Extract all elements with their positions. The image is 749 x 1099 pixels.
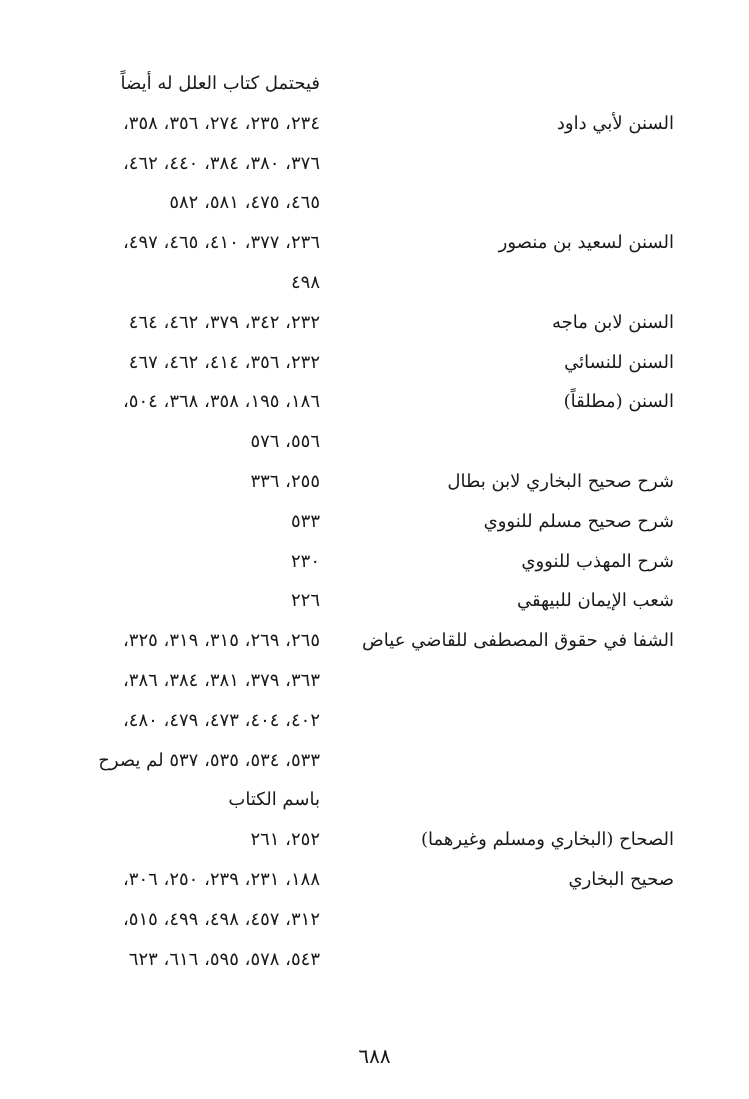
entry-page-refs: باسم الكتاب	[228, 789, 320, 811]
entry-title: السنن (مطلقاً)	[563, 391, 674, 413]
entry-title: السنن لأبي داود	[556, 112, 674, 134]
entry-page-refs: فيحتمل كتاب العلل له أيضاً	[120, 73, 320, 94]
entry-title: السنن لسعيد بن منصور	[498, 232, 674, 254]
entry-title: الصحاح (البخاري ومسلم وغيرهما)	[420, 829, 674, 851]
entry-page-refs: ٥٣٣، ٥٣٤، ٥٣٥، ٥٣٧ لم يصرح	[98, 749, 320, 771]
entry-page-refs: ١٨٦، ١٩٥، ٣٥٨، ٣٦٨، ٥٠٤،	[122, 391, 320, 413]
entry-page-refs: ٢٣٢، ٣٤٢، ٣٧٩، ٤٦٢، ٤٦٤	[128, 311, 320, 333]
entry-page-refs: ٤٦٥، ٤٧٥، ٥٨١، ٥٨٢	[169, 192, 320, 214]
entry-page-refs: ٢٣٦، ٣٧٧، ٤١٠، ٤٦٥، ٤٩٧،	[122, 232, 320, 254]
entry-title: شرح صحيح مسلم للنووي	[483, 510, 674, 532]
entry-page-refs: ٢٦٥، ٢٦٩، ٣١٥، ٣١٩، ٣٢٥،	[122, 630, 320, 652]
entry-page-refs: ٢٣٢، ٣٥٦، ٤١٤، ٤٦٢، ٤٦٧	[128, 351, 320, 373]
entry-title: السنن للنسائي	[564, 351, 674, 373]
entry-page-refs: ٥٥٦، ٥٧٦	[250, 431, 320, 453]
entry-page-refs: ٢٥٥، ٣٣٦	[250, 471, 320, 492]
entry-page-refs: ٣٦٣، ٣٧٩، ٣٨١، ٣٨٤، ٣٨٦،	[122, 670, 320, 691]
entry-page-refs: ٢٢٦	[290, 590, 320, 612]
entry-title: شرح صحيح البخاري لابن بطال	[447, 471, 674, 492]
entry-page-refs: ٥٤٣، ٥٧٨، ٥٩٥، ٦١٦، ٦٢٣	[128, 948, 320, 970]
entry-page-refs: ٢٣٤، ٢٣٥، ٢٧٤، ٣٥٦، ٣٥٨،	[122, 112, 320, 134]
page-number: ٦٨٨	[358, 1044, 391, 1068]
entry-title: شعب الإيمان للبيهقي	[517, 590, 674, 612]
entry-page-refs: ٥٣٣	[290, 510, 320, 532]
entry-title: الشفا في حقوق المصطفى للقاضي عياض	[362, 630, 674, 652]
entry-title: صحيح البخاري	[568, 869, 674, 890]
entry-page-refs: ٣٧٦، ٣٨٠، ٣٨٤، ٤٤٠، ٤٦٢،	[122, 152, 320, 174]
entry-page-refs: ٢٣٠	[290, 550, 320, 572]
entry-page-refs: ٣١٢، ٤٥٧، ٤٩٨، ٤٩٩، ٥١٥،	[122, 908, 320, 930]
entry-title: شرح المهذب للنووي	[521, 550, 674, 572]
entry-title: السنن لابن ماجه	[551, 311, 674, 333]
entry-page-refs: ٢٥٢، ٢٦١	[250, 829, 320, 851]
entry-page-refs: ١٨٨، ٢٣١، ٢٣٩، ٢٥٠، ٣٠٦،	[122, 869, 320, 890]
entry-page-refs: ٤٩٨	[290, 272, 320, 293]
entry-page-refs: ٤٠٢، ٤٠٤، ٤٧٣، ٤٧٩، ٤٨٠،	[122, 709, 320, 731]
